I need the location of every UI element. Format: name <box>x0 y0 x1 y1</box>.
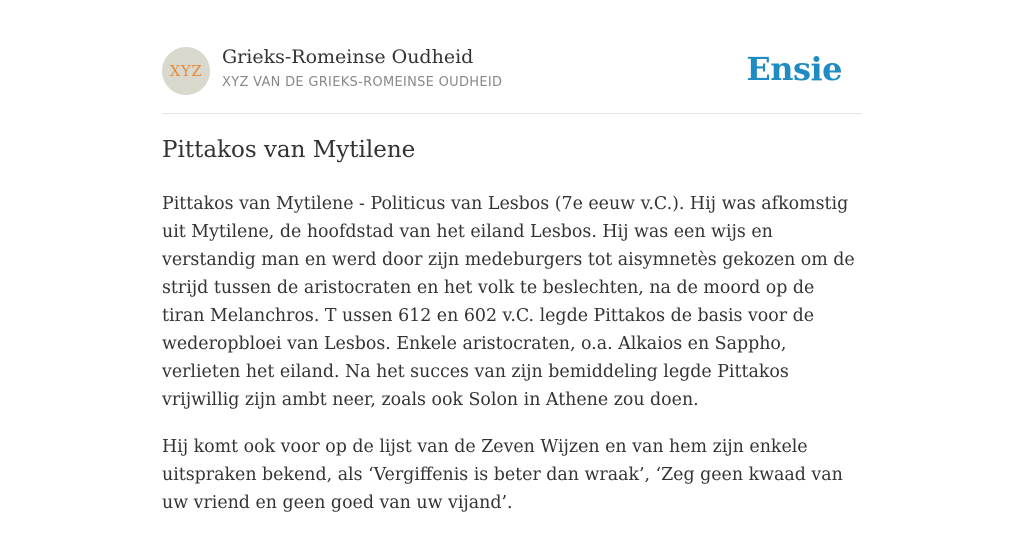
article-paragraph: Pittakos van Mytilene - Politicus van Lesbos (7e eeuw v.C.). Hij was afkomstig uit Mytilene, de hoofdstad van het eiland Lesbos. Hij was een wijs en verstandig man en werd door zijn medeburgers tot aisymnetès gekozen om de strijd tussen de aristocraten en het volk te beslechten, na de moord op de tiran Melanchros. T ussen 612 en 602 v.C. legde Pittakos de basis voor de wederopbloei van Lesbos. Enkele aristocraten, o.a. Alkaios en Sappho, verlieten het eiland. Na het succes van zijn bemiddeling legde Pittakos vrijwillig zijn ambt neer, zoals ook Solon in Athene zou doen. <box>162 194 855 410</box>
page <box>162 0 862 512</box>
header-divider <box>162 113 862 114</box>
avatar[interactable]: XYZ <box>162 47 210 95</box>
article-body <box>162 190 862 536</box>
header <box>162 46 862 96</box>
site-subtitle[interactable]: XYZ VAN DE GRIEKS-ROMEINSE OUDHEID <box>222 75 503 90</box>
site-title[interactable]: Grieks-Romeinse Oudheid <box>222 46 474 68</box>
article-title: Pittakos van Mytilene <box>162 137 416 163</box>
brand-logo[interactable]: Ensie <box>746 50 842 88</box>
article-paragraph: Hij komt ook voor op de lijst van de Zeven Wijzen en van hem zijn enkele uitspraken bekend, als ‘Vergiffenis is beter dan wraak’, ‘Zeg geen kwaad van uw vriend en geen goed van uw vijand’. <box>162 437 843 513</box>
